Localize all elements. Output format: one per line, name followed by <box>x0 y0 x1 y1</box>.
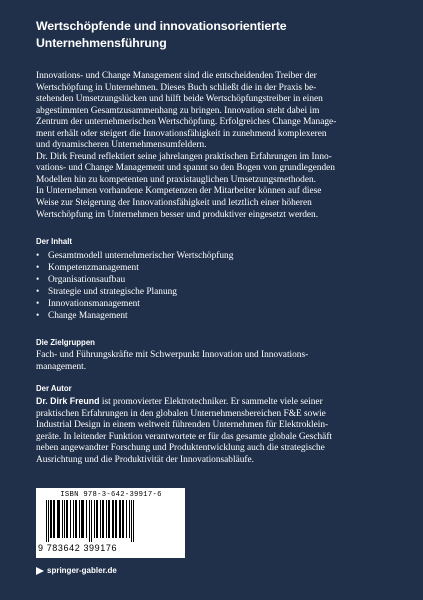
barcode-bar <box>112 500 114 538</box>
barcode-bar <box>62 500 63 538</box>
autor-heading: Der Autor <box>36 384 72 393</box>
isbn-barcode <box>36 488 185 558</box>
barcode-bar <box>66 500 68 538</box>
inhalt-list <box>36 250 233 323</box>
barcode-bar <box>89 500 90 542</box>
title-line-2: Unternehmensführung <box>36 36 167 50</box>
intro-line: Dr. Dirk Freund reflektiert seine jahrelangen praktischen Erfahrungen im Inno- <box>36 151 332 162</box>
text-line: Dr. Dirk Freund ist promovierter Elektrotechniker. Er sammelte viele seiner <box>36 396 323 407</box>
intro-text <box>36 71 401 221</box>
arrow-right-icon <box>36 567 44 575</box>
text-line: management. <box>36 361 87 372</box>
barcode-bar <box>64 500 65 538</box>
barcode-bar <box>94 500 95 538</box>
intro-line: Modellen hin zu kompetenten und praxistauglichen Umsetzungsmethoden. <box>36 174 316 185</box>
intro-line: Zentrum der unternehmerischen Wertschöpfung. Erfolgreiches Change Manage- <box>36 117 337 128</box>
isbn-label: ISBN 978-3-642-39917-6 <box>60 491 162 499</box>
barcode-bar <box>50 500 52 538</box>
barcode-bar <box>106 500 107 538</box>
bullet-icon: • <box>36 263 40 274</box>
website-link[interactable]: springer-gabler.de <box>47 566 117 575</box>
list-item: • Kompetenzmanagement <box>36 263 139 274</box>
text-line: Ausrichtung und die Produktivität der Innovationsabläufe. <box>36 454 254 465</box>
intro-line: Weise zur Steigerung der Innovationsfähigkeit und letztlich einer höheren <box>36 198 312 209</box>
isbn-digits: 9 783642 399176 <box>38 543 118 553</box>
intro-line: vations- und Change Management und spannt so den Bogen von grundlegenden <box>36 163 335 174</box>
list-item: • Gesamtmodell unternehmerischer Wertschöpfung <box>36 251 234 261</box>
author-name: Dr. Dirk Freund <box>36 396 100 406</box>
text-line: Fach- und Führungskräfte mit Schwerpunkt Innovation und Innovations- <box>36 350 309 360</box>
zielgruppen-text <box>36 350 401 373</box>
barcode-bar <box>81 500 84 538</box>
text-line: praktischen Erfahrungen in den globalen Unternehmensbereichen F&E sowie <box>36 408 326 419</box>
bullet-icon: • <box>36 287 40 298</box>
publisher-website[interactable] <box>36 566 117 576</box>
barcode-bar <box>133 500 134 542</box>
text-line: Industrial Design in einem weltweit führenden Unternehmen für Elektroklein- <box>36 420 329 431</box>
barcode-bar <box>70 500 71 538</box>
barcode-bar <box>131 500 132 542</box>
barcode-bar <box>122 500 124 538</box>
barcode-bar <box>126 500 127 538</box>
text-line: geräte. In leitender Funktion verantwortete er für das gesamte globale Geschäft <box>36 431 333 442</box>
barcode-bar <box>57 500 60 538</box>
barcode-bar <box>75 500 77 538</box>
intro-line: und dynamischeren Unternehmensumfeldern. <box>36 140 207 151</box>
barcode-graphic <box>44 500 178 542</box>
barcode-bar <box>91 500 92 542</box>
barcode-bar <box>53 500 55 538</box>
bullet-icon: • <box>36 299 40 310</box>
barcode-bar <box>115 500 117 538</box>
barcode-bar <box>100 500 101 538</box>
barcode-bar <box>96 500 98 538</box>
zielgruppen-heading: Die Zielgruppen <box>36 338 95 347</box>
intro-line: Wertschöpfung im Unternehmen besser und produktiver eingesetzt werden. <box>36 209 319 220</box>
intro-line: Innovations- und Change Management sind die entscheidenden Treiber der <box>36 71 317 81</box>
list-item: • Change Management <box>36 311 128 322</box>
intro-line: stehenden Umsetzungslücken und hilft beide Wertschöpfungstreiber in einen <box>36 94 323 105</box>
intro-line: ment erhält oder steigert die Innovationsfähigkeit in zunehmend komplexeren <box>36 128 327 139</box>
barcode-bar <box>119 500 121 538</box>
intro-line: Wertschöpfung in Unternehmen. Dieses Buch schließt die in der Praxis be- <box>36 82 317 93</box>
title-line-1: Wertschöpfende und innovationsorientierte <box>36 19 287 33</box>
list-item: • Innovationsmanagement <box>36 299 140 310</box>
intro-line: In Unternehmen vorhandene Kompetenzen der Mitarbeiter können auf diese <box>36 186 322 197</box>
autor-text <box>36 396 401 466</box>
list-item: • Strategie und strategische Planung <box>36 287 177 298</box>
barcode-bar <box>102 500 104 538</box>
barcode-bar <box>46 500 47 542</box>
barcode-bar <box>108 500 110 538</box>
bullet-icon: • <box>36 251 40 261</box>
barcode-bar <box>48 500 49 542</box>
barcode-bar <box>86 500 87 538</box>
inhalt-heading: Der Inhalt <box>36 237 72 246</box>
barcode-bar <box>79 500 80 538</box>
barcode-bar <box>129 500 130 538</box>
list-item: • Organisationsaufbau <box>36 275 126 286</box>
text-line: neben angewandter Forschung und Produktentwicklung auch die strategische <box>36 443 325 454</box>
barcode-bar <box>73 500 74 538</box>
intro-line: abgestimmten Gesamtzusammenhang zu bringen. Innovation steht dabei im <box>36 105 320 116</box>
book-title <box>36 18 396 52</box>
bullet-icon: • <box>36 311 40 322</box>
bullet-icon: • <box>36 275 40 286</box>
